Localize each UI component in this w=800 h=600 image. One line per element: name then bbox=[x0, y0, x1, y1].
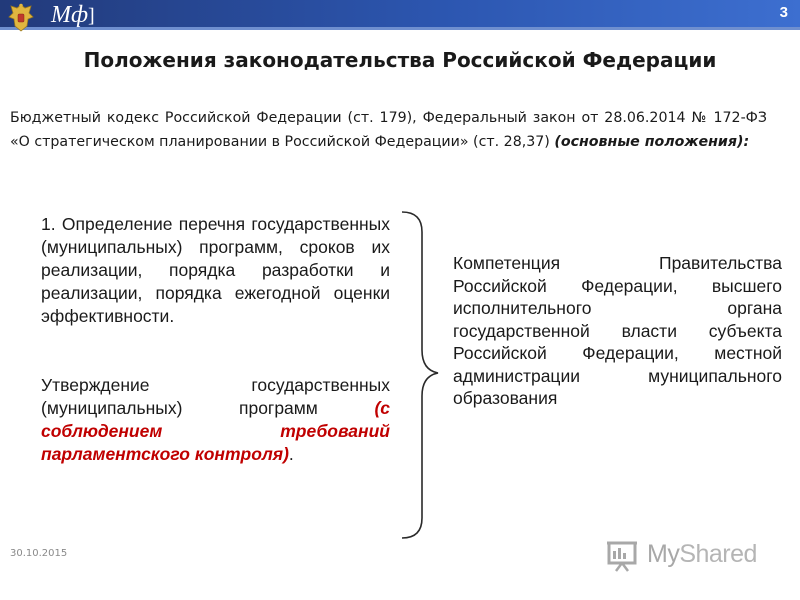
slide-date: 30.10.2015 bbox=[10, 548, 68, 559]
watermark-shared: Shared bbox=[679, 540, 757, 568]
logo-bracket: ] bbox=[88, 5, 95, 27]
left-column bbox=[41, 213, 390, 466]
watermark-my: My bbox=[647, 540, 680, 568]
approval-red-note: (с соблюдением требований парламентского контроля) bbox=[41, 398, 390, 464]
header-bar bbox=[0, 0, 800, 27]
logo-text: Мф bbox=[51, 2, 89, 28]
intro-emphasis: (основные положения): bbox=[554, 134, 750, 150]
item-definition: 1. Определение перечня государственных (муниципальных) программ, сроков их реализации, порядка разработки и реализации, порядка ежегодной оценки эффективности. bbox=[41, 214, 390, 326]
slide-number: 3 bbox=[779, 4, 788, 21]
right-brace-icon bbox=[390, 210, 445, 540]
item-approval bbox=[41, 374, 390, 466]
right-column-competence: Компетенция Правительства Российской Федерации, высшего исполнительного органа государственной власти субъекта Российской Федерации, местной администрации муниципального образования bbox=[453, 253, 782, 408]
ministry-logo bbox=[51, 1, 95, 30]
page-title: Положения законодательства Российской Федерации bbox=[83, 48, 717, 72]
intro-paragraph bbox=[10, 106, 767, 154]
presentation-board-icon bbox=[605, 537, 641, 573]
coat-of-arms-icon bbox=[8, 2, 34, 34]
approval-text: Утверждение государственных (муниципальных) программ bbox=[41, 375, 390, 418]
watermark bbox=[605, 537, 780, 573]
header-underline bbox=[0, 27, 800, 30]
intro-text: Бюджетный кодекс Российской Федерации (ст. 179), Федеральный закон от 28.06.2014 № 172-ФЗ «О стратегическом планировании в Российской Федерации» (ст. 28,37) bbox=[10, 110, 767, 150]
approval-end: . bbox=[288, 444, 294, 464]
watermark-text bbox=[647, 540, 757, 569]
